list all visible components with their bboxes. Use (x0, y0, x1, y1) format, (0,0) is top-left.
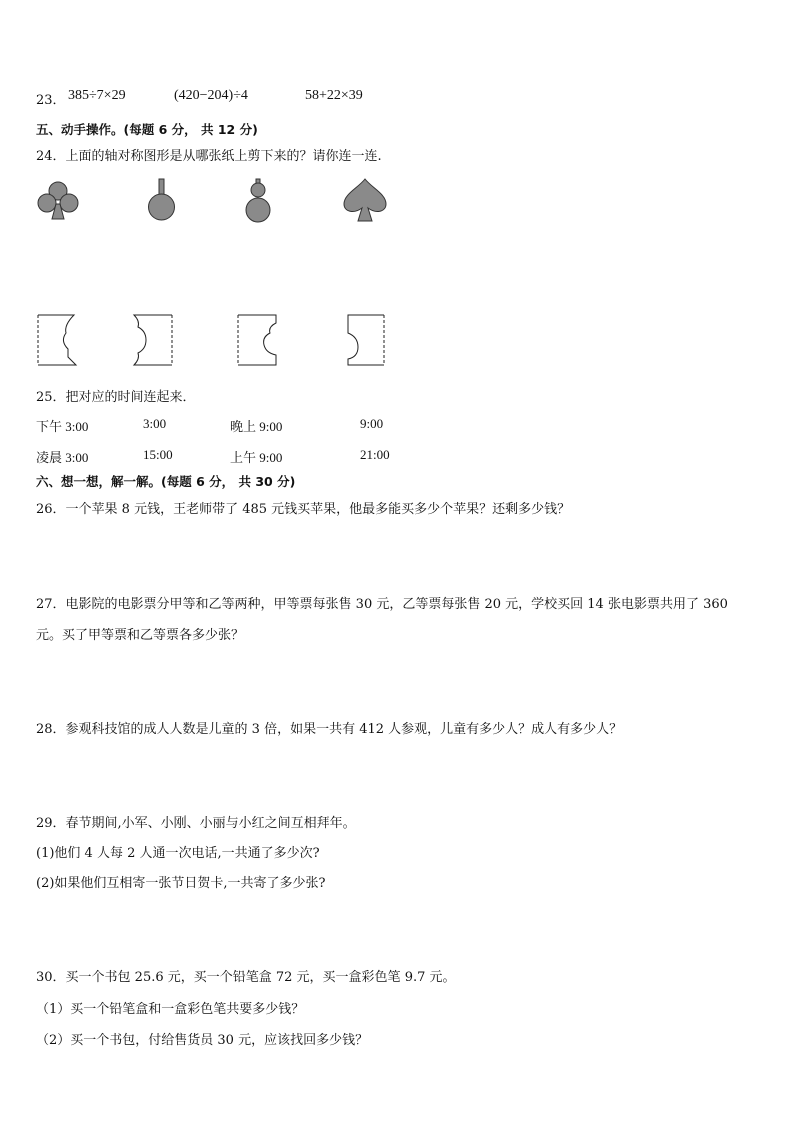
q27-text-line2: 元。买了甲等票和乙等票各多少张？ (36, 628, 245, 643)
q23-number: 23． (36, 93, 66, 108)
q26-text: 26．一个苹果 8 元钱，王老师带了 485 元钱买苹果，他最多能买多少个苹果？还剩多少钱？ (36, 502, 571, 517)
section-5-title: 五、动手操作。(每题 6 分， 共 12 分) (36, 122, 258, 137)
time-label: 凌晨 3:00 (36, 450, 89, 465)
gourd-icon (240, 178, 276, 224)
spade-icon (342, 178, 388, 224)
q30-subquestion-1: （1）买一个铅笔盒和一盒彩色笔共要多少钱？ (36, 1002, 305, 1017)
time-label: 21:00 (360, 447, 390, 462)
q29-text: 29．春节期间,小军、小刚、小丽与小红之间互相拜年。 (36, 816, 356, 831)
folded-paper-2 (132, 313, 174, 367)
q30-subquestion-2: （2）买一个书包，付给售货员 30 元，应该找回多少钱？ (36, 1033, 369, 1048)
folded-paper-4 (344, 313, 388, 367)
time-label: 晚上 9:00 (230, 419, 283, 434)
club-icon (35, 180, 81, 222)
folded-paper-3 (236, 313, 280, 367)
time-label: 15:00 (143, 447, 173, 462)
section-6-title: 六、想一想，解一解。(每题 6 分， 共 30 分) (36, 474, 296, 489)
q23-expression-3: 58+22×39 (305, 88, 363, 103)
q29-subquestion-2: (2)如果他们互相寄一张节日贺卡,一共寄了多少张? (36, 876, 326, 891)
time-label: 3:00 (143, 416, 167, 431)
folded-paper-1 (36, 313, 78, 367)
q28-text: 28．参观科技馆的成人人数是儿童的 3 倍，如果一共有 412 人参观，儿童有多少人？成人有多少人？ (36, 722, 623, 737)
ladle-icon (140, 178, 184, 222)
q23-expression-2: (420−204)÷4 (174, 88, 248, 103)
q27-text-line1: 27．电影院的电影票分甲等和乙等两种，甲等票每张售 30 元，乙等票每张售 20 元，学校买回 14 张电影票共用了 360 (36, 597, 728, 612)
q24-text: 24．上面的轴对称图形是从哪张纸上剪下来的？请你连一连. (36, 149, 382, 164)
q30-text: 30．买一个书包 25.6 元，买一个铅笔盒 72 元，买一盒彩色笔 9.7 元。 (36, 970, 456, 985)
time-label: 下午 3:00 (36, 419, 89, 434)
q25-text: 25．把对应的时间连起来． (36, 390, 196, 405)
time-label: 上午 9:00 (230, 450, 283, 465)
q23-expression-1: 385÷7×29 (68, 88, 126, 103)
q29-subquestion-1: (1)他们 4 人每 2 人通一次电话,一共通了多少次? (36, 846, 320, 861)
time-label: 9:00 (360, 416, 384, 431)
